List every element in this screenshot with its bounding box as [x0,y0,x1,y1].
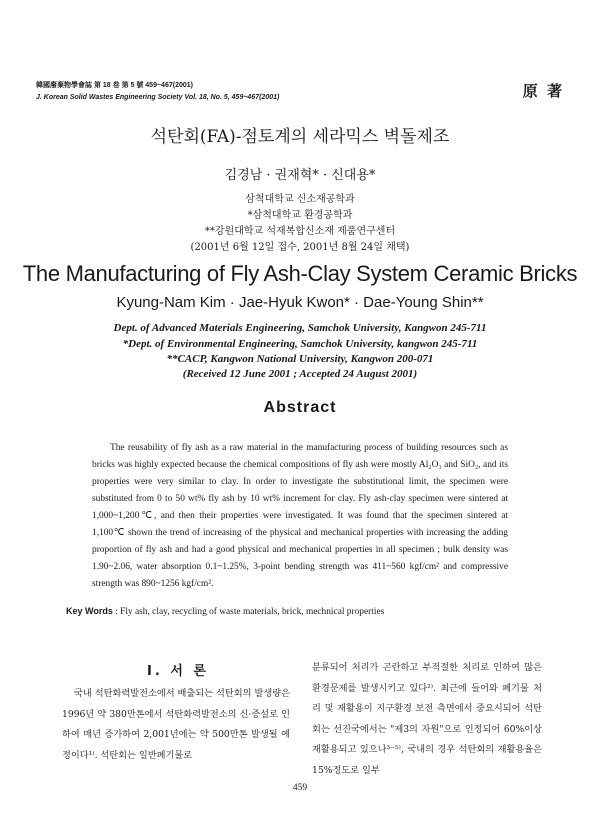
english-affiliation: Dept. of Advanced Materials Engineering, Samchok University, Kangwon 245-711 [113,322,487,334]
korean-affiliation: **강원대학교 석재복합신소재 제품연구센터 [204,226,396,237]
english-affiliation: **CACP, Kangwon National University, Kangwon 200-071 [166,353,434,365]
body-column-right [312,658,542,781]
journal-header-korean: 韓國廢棄物學會誌 第 18 卷 第 5 號 459~467(2001) [36,82,193,89]
english-authors: Kyung-Nam Kim · Jae-Hyuk Kwon* · Dae-Young Shin** [116,294,484,311]
abstract-body [92,440,508,593]
korean-affiliation: *삼척대학교 환경공학과 [247,210,353,221]
korean-received-dates: (2001년 6월 12일 접수, 2001년 8월 24일 채택) [190,242,410,253]
body-paragraph: 국내 석탄화력발전소에서 배출되는 석탄회의 발생량은 1996년 약 380만톤에서 석탄화력발전소의 신·증설로 인하여 매년 증가하여 2,001년에는 약 500만톤 발생될 예정이다¹⁾. 석탄회는 일반폐기물로 [62,688,290,761]
korean-title: 석탄회(FA)-점토계의 세라믹스 벽돌제조 [150,127,450,147]
abstract-heading: Abstract [263,399,337,416]
keywords-text: : Fly ash, clay, recycling of waste materials, brick, mechnical properties [112,607,385,617]
page-number: 459 [292,783,308,793]
korean-authors: 김경남 · 권재혁* · 신대용* [224,168,376,183]
english-affiliation: *Dept. of Environmental Engineering, Samchok University, kangwon 245-711 [122,338,478,350]
body-paragraph: 분류되어 처리가 곤란하고 부적절한 처리로 인하여 많은 환경문제를 발생시키고 있다²⁾. 최근에 들어와 폐기물 처리 및 재활용이 지구환경 보전 측면에서 중요시되어 석탄회는 선진국에서는 "제3의 자원"으로 인정되어 60%이상 재활용되고 있으나³⁻⁵⁾, 국내의 경우 석탄회의 재활용율은 15%정도로 일부 [312,662,542,776]
keywords [66,606,546,617]
english-received-dates: (Received 12 June 2001 ; Accepted 24 August 2001) [182,368,418,380]
body-column-left [62,684,290,766]
section-heading-introduction: Ⅰ. 서 론 [147,664,209,679]
journal-header-english: J. Korean Solid Wastes Engineering Society Vol. 18, No. 5, 459~467(2001) [36,94,280,101]
abstract-text: The reusability of fly ash as a raw material in the manufacturing process of building resources such as bricks was highly expected because the chemical compositions of fly ash were mostly Al₂O₃ and SiO₂, and its properties were very similar to clay. In order to investigate the substitutional limit, the specimen were substituted from 0 to 50 wt% fly ash by 10 wt% increment for clay. Fly ash-clay specimen were sintered at 1,000~1,200℃, and then their properties were investigated. It was found that the specimen sintered at 1,100℃ shown the trend of increasing of the physical and mechanical properties with increasing the adding proportion of fly ash and had a good physical and mechanical properties in all specimen ; bulk density was 1.90~2.06, water absorption 0.1~1.25%, 3-point bending strength was 411~560 kgf/cm² and compressive strength was 890~1256 kgf/cm². [92,443,508,589]
korean-affiliation: 삼척대학교 신소재공학과 [245,194,355,205]
article-type-badge: 原 著 [522,82,564,100]
keywords-label: Key Words [66,606,113,616]
english-title: The Manufacturing of Fly Ash-Clay System Ceramic Bricks [22,261,578,286]
